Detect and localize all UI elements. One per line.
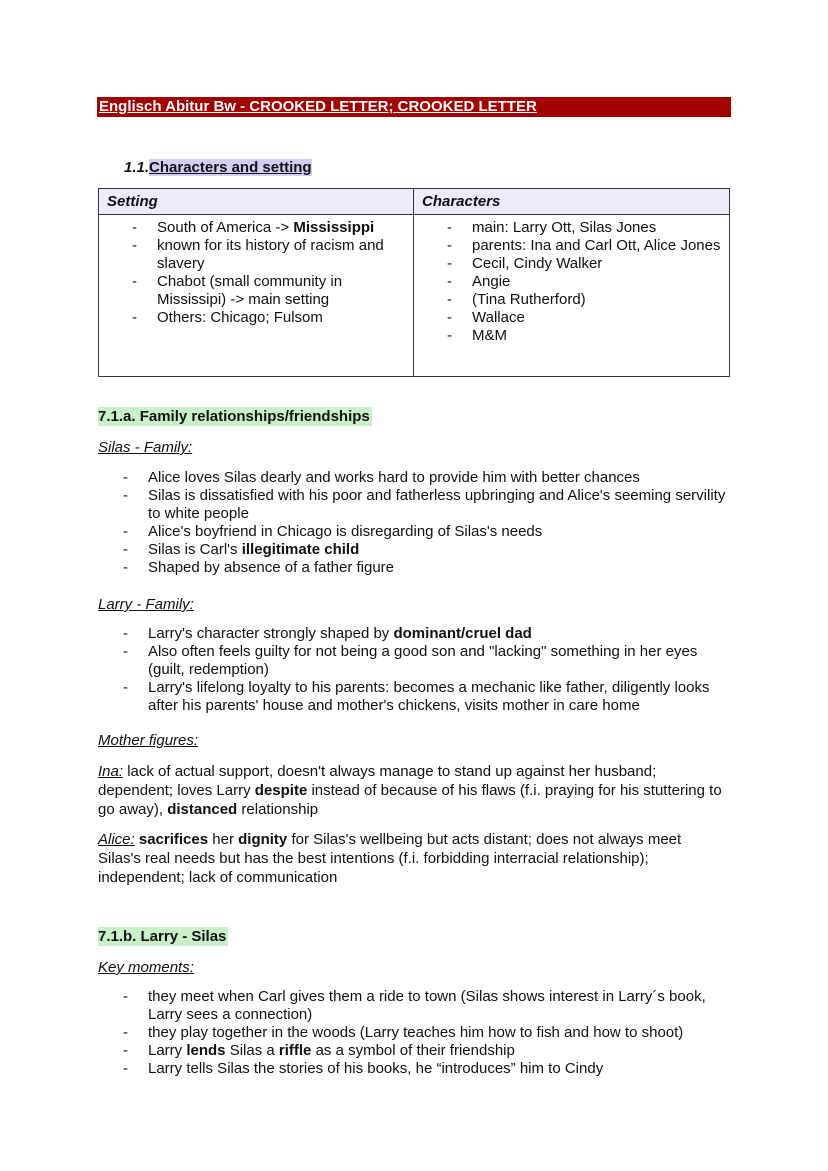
paragraph-ina: Ina: lack of actual support, doesn't always manage to stand up against her husband; dependent; loves Larry despite instead of because of his flaws (f.i. praying for his stuttering to go away), distanced relationship [98,763,722,818]
section-number: 1.1. [124,159,150,176]
list-item: - Angie [414,273,729,291]
section-heading-family [98,407,372,426]
list-item: - they play together in the woods (Larry teaches him how to fish and how to shoot) [98,1024,738,1042]
subheading-silas-family: Silas - Family: [98,439,193,456]
list-item: - Larry tells Silas the stories of his books, he “introduces” him to Cindy [98,1060,738,1078]
section-heading-characters-setting [124,158,312,177]
list-item: - Larry's character strongly shaped by dominant/cruel dad [98,625,738,643]
list-item: - (Tina Rutherford) [414,291,729,309]
subheading-key-moments: Key moments: [98,959,194,976]
list-item: - Larry's lifelong loyalty to his parents: becomes a mechanic like father, diligently looks after his parents' house and mother's chickens, visits mother in care home [98,679,738,715]
setting-cell [99,215,414,377]
larry-family-list [98,625,738,715]
characters-list [414,219,729,345]
document-title-bar [97,97,731,117]
document-title: Englisch Abitur Bw - CROOKED LETTER; CROOKED LETTER [99,98,537,115]
subheading-larry-family: Larry - Family: [98,596,194,613]
section-heading-larry-silas [98,927,228,946]
list-item: - Also often feels guilty for not being a good son and "lacking" something in her eyes (guilt, redemption) [98,643,738,679]
list-item: - Shaped by absence of a father figure [98,559,738,577]
list-item: - parents: Ina and Carl Ott, Alice Jones [414,237,729,255]
setting-list [99,219,413,327]
characters-cell [414,215,730,377]
list-item: - Silas is Carl's illegitimate child [98,541,738,559]
list-item: - Larry lends Silas a riffle as a symbol of their friendship [98,1042,738,1060]
subheading-mother-figures: Mother figures: [98,732,199,749]
list-item: - Alice loves Silas dearly and works hard to provide him with better chances [98,469,738,487]
section-label: 7.1.a. Family relationships/friendships [98,408,370,425]
list-item: - main: Larry Ott, Silas Jones [414,219,729,237]
list-item: - Silas is dissatisfied with his poor and fatherless upbringing and Alice's seeming servility to white people [98,487,738,523]
silas-family-list [98,469,738,577]
table-header-characters: Characters [414,189,730,215]
section-label: 7.1.b. Larry - Silas [98,928,227,945]
list-item: - known for its history of racism and slavery [99,237,413,273]
characters-setting-table [98,188,730,377]
list-item: - Chabot (small community in Mississipi) -> main setting [99,273,413,309]
list-item: - Others: Chicago; Fulsom [99,309,413,327]
list-item: - they meet when Carl gives them a ride to town (Silas shows interest in Larry´s book, Larry sees a connection) [98,988,738,1024]
table-header-setting: Setting [99,189,414,215]
list-item: - Cecil, Cindy Walker [414,255,729,273]
key-moments-list [98,988,738,1078]
paragraph-alice: Alice: sacrifices her dignity for Silas's wellbeing but acts distant; does not always meet Silas's real needs but has the best intentions (f.i. forbidding interracial relationship); independent; lack of communication [98,831,682,886]
section-label: Characters and setting [149,159,312,176]
list-item: - Alice's boyfriend in Chicago is disregarding of Silas's needs [98,523,738,541]
list-item: - South of America -> Mississippi [99,219,413,237]
list-item: - M&M [414,327,729,345]
list-item: - Wallace [414,309,729,327]
